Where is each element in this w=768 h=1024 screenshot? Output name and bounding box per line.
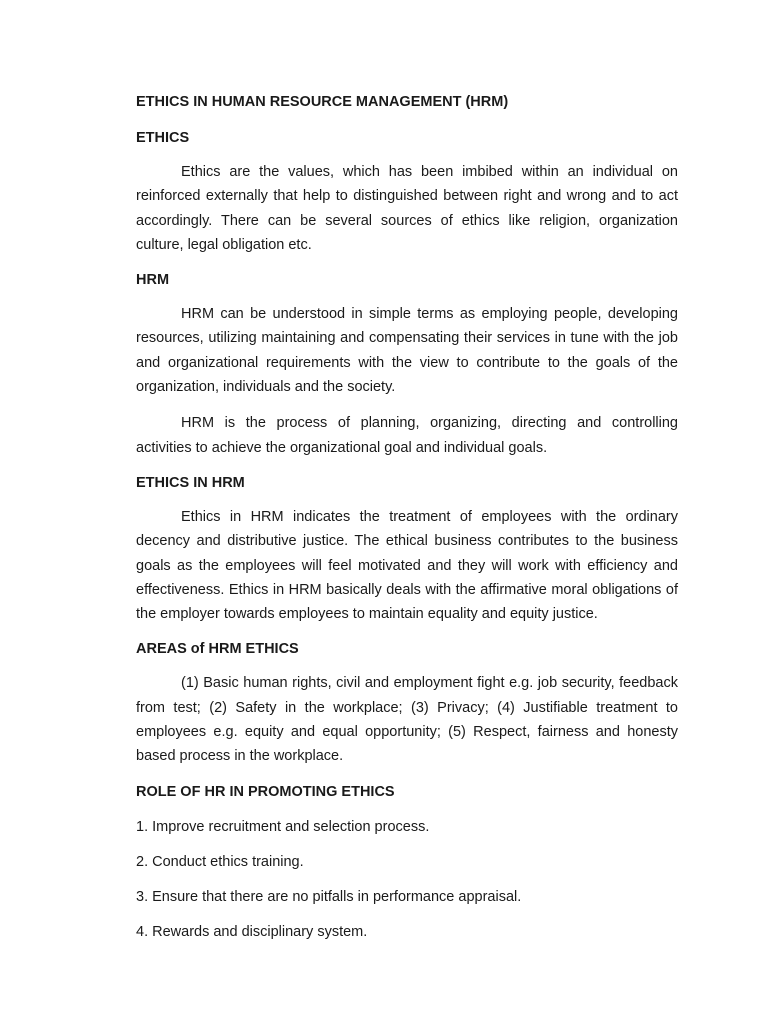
- section-heading-role: ROLE OF HR IN PROMOTING ETHICS: [136, 783, 395, 800]
- section-heading-ethics: ETHICS: [136, 130, 190, 146]
- list-item: 2. Conduct ethics training.: [136, 853, 304, 870]
- paragraph-hrm-process: HRM is the process of planning, organizing, directing and controlling activities to achieve the organizational goal and individual goals.: [136, 415, 678, 456]
- paragraph-ethics-definition: Ethics are the values, which has been imbibed within an individual on reinforced externally that help to distinguished between right and wrong and to act accordingly. There can be several sources of ethics like religion, organization culture, legal obligation etc.: [136, 164, 678, 253]
- paragraph-ethics-in-hrm: Ethics in HRM indicates the treatment of employees with the ordinary decency and distributive justice. The ethical business contributes to the business goals as the employees will feel motivated and they will work with efficiency and effectiveness. Ethics in HRM basically deals with the affirmative moral obligations of the employer towards employees to maintain equality and equity justice.: [136, 508, 678, 623]
- document-body: [136, 92, 678, 942]
- paragraph-areas: (1) Basic human rights, civil and employment fight e.g. job security, feedback from test; (2) Safety in the workplace; (3) Privacy; (4) Justifiable treatment to employees e.g. equity and equal opportunity; (5) Respect, fairness and honesty based process in the workplace.: [136, 675, 678, 765]
- list-item: 1. Improve recruitment and selection process.: [136, 818, 430, 835]
- list-item: 4. Rewards and disciplinary system.: [136, 923, 368, 940]
- section-heading-areas: AREAS of HRM ETHICS: [136, 641, 299, 658]
- section-heading-ethics-in-hrm: ETHICS IN HRM: [136, 474, 245, 491]
- document-title: ETHICS IN HUMAN RESOURCE MANAGEMENT (HRM): [136, 94, 509, 110]
- section-heading-hrm: HRM: [136, 272, 170, 289]
- paragraph-hrm-definition: HRM can be understood in simple terms as employing people, developing resources, utilizing maintaining and compensating their services in tune with the job and organizational requirements with the view to contribute to the goals of the organization, individuals and the society.: [136, 306, 678, 396]
- list-item: 3. Ensure that there are no pitfalls in performance appraisal.: [136, 888, 522, 905]
